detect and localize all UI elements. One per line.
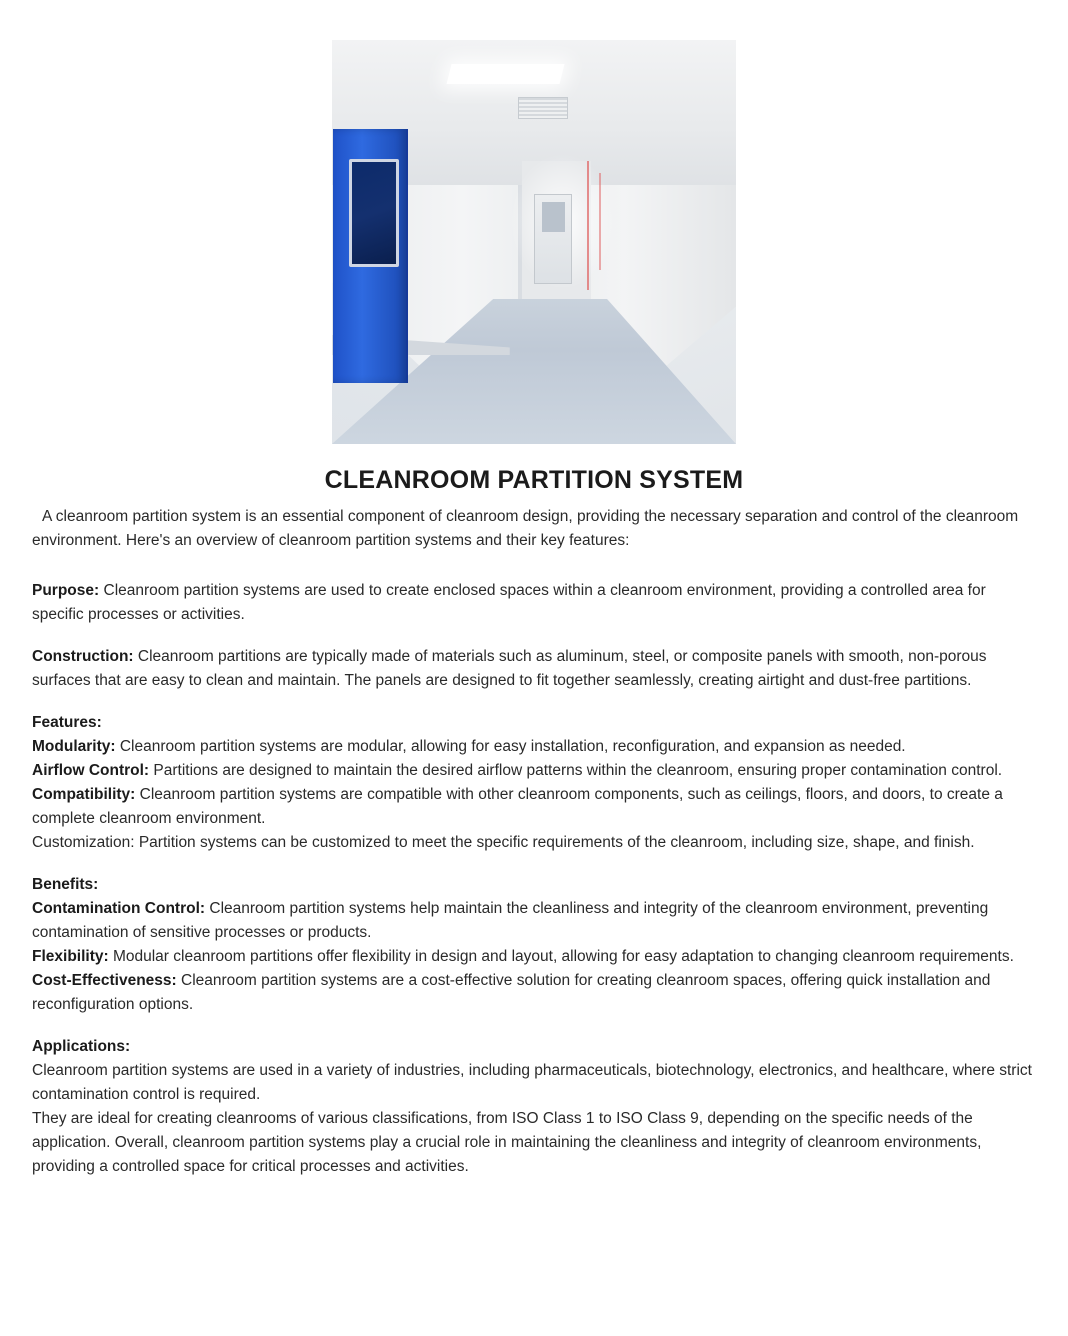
blue-door-window — [349, 159, 399, 267]
feature-text: Cleanroom partition systems are modular, allowing for easy installation, reconfiguration, and expansion as needed. — [115, 738, 906, 756]
purpose-text: Cleanroom partition systems are used to create enclosed spaces within a cleanroom environment, providing a controlled area for specific processes or activities. — [32, 582, 986, 624]
feature-label: Airflow Control: — [32, 762, 150, 780]
benefit-text: Cleanroom partition systems help maintain the cleanliness and integrity of the cleanroom environment, preventing contamination of sensitive processes or products. — [32, 900, 989, 942]
far-door-window — [542, 202, 565, 232]
applications-paragraph-1: Cleanroom partition systems are used in a variety of industries, including pharmaceuticals, biotechnology, electronics, and healthcare, where strict contamination control is required. — [32, 1062, 1032, 1104]
construction-label: Construction: — [32, 648, 134, 666]
intro-paragraph: A cleanroom partition system is an essential component of cleanroom design, providing the necessary separation and control of the cleanroom environment. Here's an overview of cleanroom partition systems and their key features: — [32, 508, 1019, 550]
benefit-item — [32, 945, 1036, 1017]
feature-item — [32, 735, 1036, 759]
features-section — [32, 711, 1036, 855]
page-title: CLEANROOM PARTITION SYSTEM — [324, 466, 744, 494]
applications-paragraph-2: They are ideal for creating cleanrooms of various classifications, from ISO Class 1 to ISO Class 9, depending on the specific needs of the application. Overall, cleanroom partition systems play a crucial role in maintaining the cleanliness and integrity of cleanroom environments, providing a controlled space for critical processes and activities. — [32, 1110, 982, 1176]
feature-label: Modularity: — [32, 738, 116, 756]
ceiling-vent-icon — [518, 97, 568, 119]
far-door-shape — [534, 194, 572, 285]
red-pipe-1 — [587, 161, 589, 290]
features-heading: Features: — [32, 714, 102, 732]
flexibility-text: Modular cleanroom partitions offer flexibility in design and layout, allowing for easy adaptation to changing cleanroom requirements. — [108, 948, 1014, 966]
feature-text: Cleanroom partition systems are compatible with other cleanroom components, such as ceilings, floors, and doors, to create a complete cleanroom environment. — [32, 786, 1003, 828]
applications-heading: Applications: — [32, 1038, 131, 1056]
feature-label: Compatibility: — [32, 786, 136, 804]
feature-item — [32, 783, 1036, 831]
benefit-label: Contamination Control: — [32, 900, 206, 918]
ceiling-light-icon — [447, 64, 565, 84]
feature-text: Customization: Partition systems can be customized to meet the specific requirements of the cleanroom, including size, shape, and finish. — [32, 834, 975, 852]
applications-section — [32, 1035, 1036, 1179]
feature-text: Partitions are designed to maintain the desired airflow patterns within the cleanroom, ensuring proper contamination control. — [149, 762, 1003, 780]
construction-text: Cleanroom partitions are typically made of materials such as aluminum, steel, or composite panels with smooth, non-porous surfaces that are easy to clean and maintain. The panels are designed to fit together seamlessly, creating airtight and dust-free partitions. — [32, 648, 987, 690]
red-pipe-2 — [599, 173, 601, 270]
feature-item — [32, 831, 1036, 855]
blue-door-shape — [333, 129, 408, 384]
benefits-section — [32, 873, 1036, 1017]
purpose-label: Purpose: — [32, 582, 100, 600]
cost-effectiveness-label: Cost-Effectiveness: — [32, 972, 177, 990]
flexibility-label: Flexibility: — [32, 948, 109, 966]
construction-block — [32, 645, 1036, 693]
cleanroom-corridor-image — [332, 40, 736, 444]
benefit-item — [32, 897, 1036, 945]
purpose-block — [32, 579, 1036, 627]
cost-effectiveness-text: Cleanroom partition systems are a cost-effective solution for creating cleanroom spaces, offering quick installation and reconfiguration options. — [32, 972, 991, 1014]
feature-item — [32, 759, 1036, 783]
benefits-heading: Benefits: — [32, 876, 99, 894]
hero-image-container — [32, 40, 1036, 444]
